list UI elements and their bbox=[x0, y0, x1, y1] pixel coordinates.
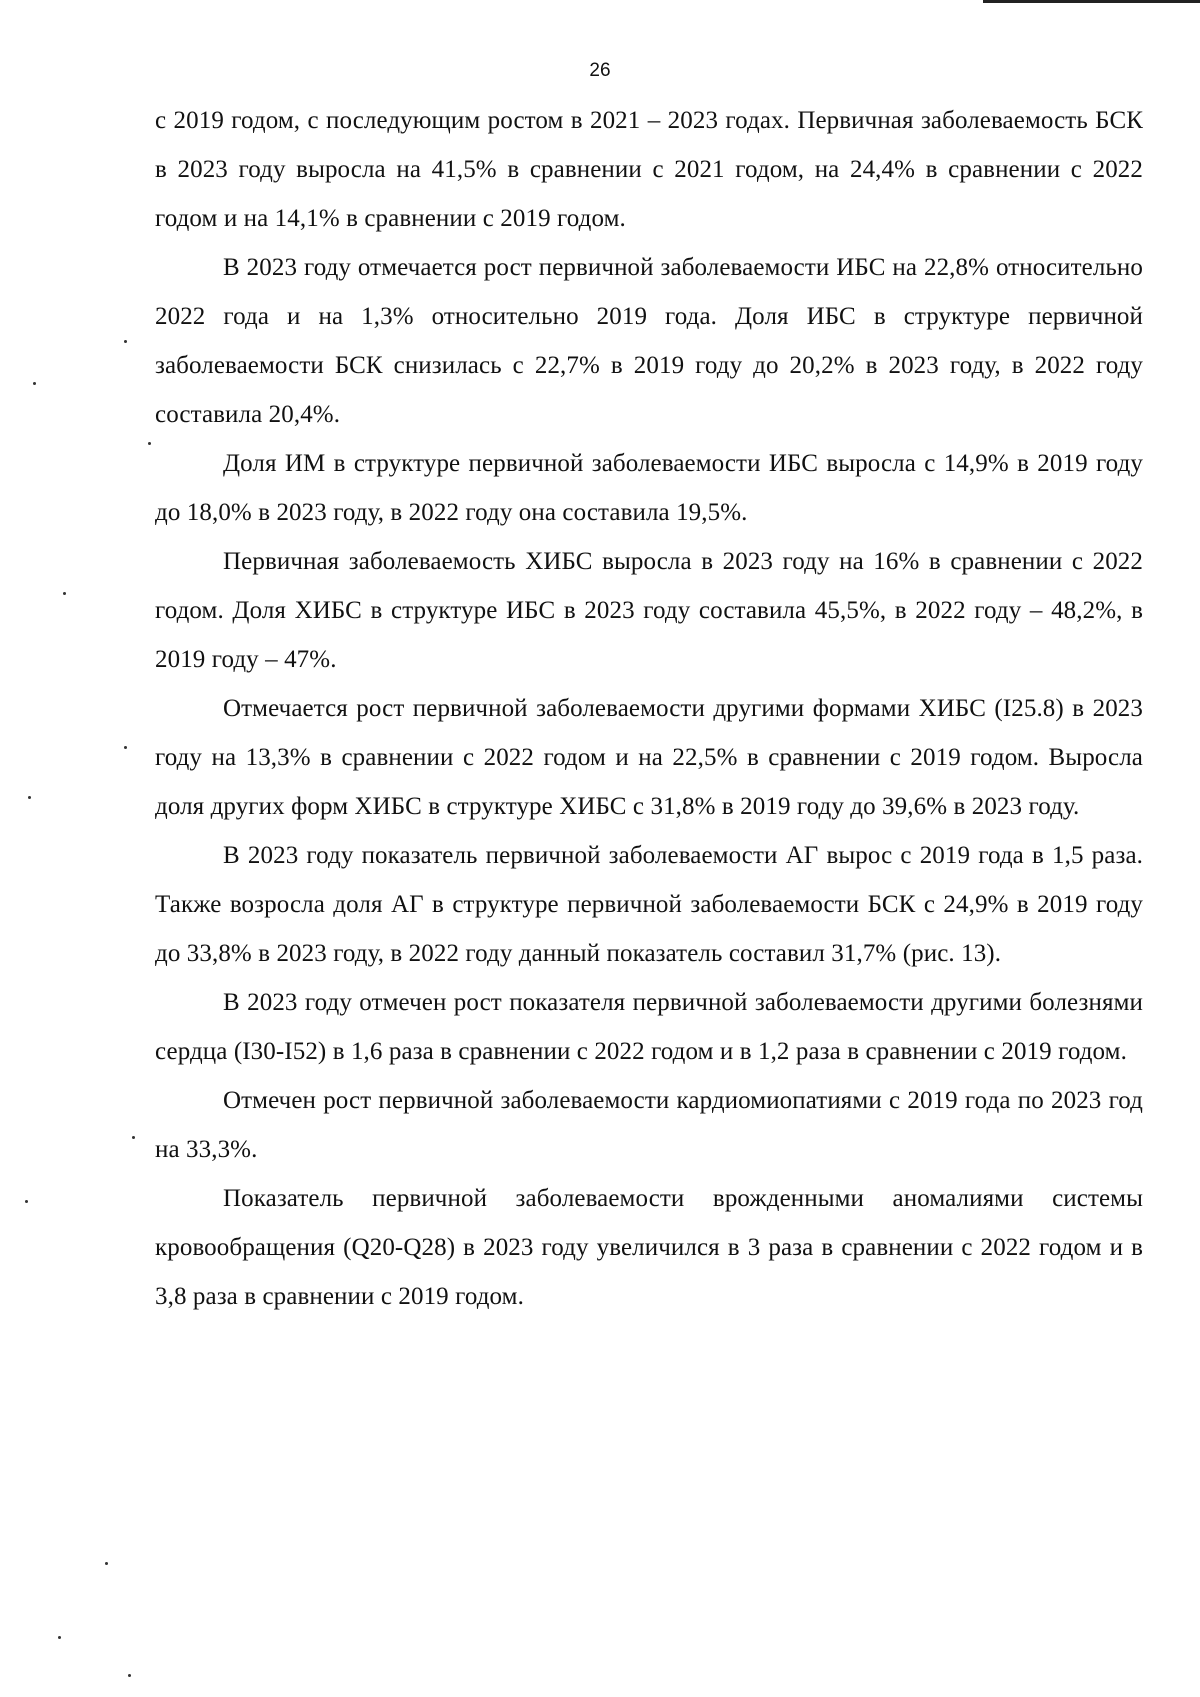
scan-speck bbox=[105, 1562, 108, 1565]
paragraph-bsk-incidence: с 2019 годом, с последующим ростом в 2021 – 2023 годах. Первичная заболеваемость БСК в 2023 году выросла на 41,5% в сравнении с 2021 годом, на 24,4% в сравнении с 2022 годом и на 14,1% в сравнении с 2019 годом. bbox=[155, 107, 1143, 232]
paragraph-ag-incidence: В 2023 году показатель первичной заболеваемости АГ вырос с 2019 года в 1,5 раза. Также возросла доля АГ в структуре первичной заболеваемости БСК с 24,9% в 2019 году до 33,8% в 2023 году, в 2022 году данный показатель составил 31,7% (рис. 13). bbox=[155, 842, 1143, 967]
paragraph-congenital-anomalies: Показатель первичной заболеваемости врожденными аномалиями системы кровообращения (Q20-Q28) в 2023 году увеличился в 3 раза в сравнении с 2022 годом и в 3,8 раза в сравнении с 2019 годом. bbox=[155, 1185, 1143, 1310]
top-edge-rule bbox=[983, 0, 1200, 3]
scan-speck bbox=[124, 340, 127, 343]
paragraph-other-hibs-forms: Отмечается рост первичной заболеваемости другими формами ХИБС (I25.8) в 2023 году на 13,3% в сравнении с 2022 годом и на 22,5% в сравнении с 2019 годом. Выросла доля других форм ХИБС в структуре ХИБС с 31,8% в 2019 году до 39,6% в 2023 году. bbox=[155, 695, 1143, 820]
page-number: 26 bbox=[589, 60, 611, 81]
scan-speck bbox=[25, 1200, 28, 1203]
paragraph-cardiomyopathies: Отмечен рост первичной заболеваемости кардиомиопатиями с 2019 года по 2023 год на 33,3%. bbox=[155, 1087, 1143, 1163]
scan-speck bbox=[33, 382, 36, 385]
paragraph-im-share: Доля ИМ в структуре первичной заболеваемости ИБС выросла с 14,9% в 2019 году до 18,0% в 2023 году, в 2022 году она составила 19,5%. bbox=[155, 450, 1143, 526]
scan-speck bbox=[128, 1674, 131, 1677]
paragraph-other-heart-diseases: В 2023 году отмечен рост показателя первичной заболеваемости другими болезнями сердца (I30-I52) в 1,6 раза в сравнении с 2022 годом и в 1,2 раза в сравнении с 2019 годом. bbox=[155, 989, 1143, 1065]
paragraph-hibs-incidence: Первичная заболеваемость ХИБС выросла в 2023 году на 16% в сравнении с 2022 годом. Доля ХИБС в структуре ИБС в 2023 году составила 45,5%, в 2022 году – 48,2%, в 2019 году – 47%. bbox=[155, 548, 1143, 673]
scan-speck bbox=[124, 746, 127, 749]
scan-speck bbox=[63, 592, 66, 595]
scan-speck bbox=[58, 1636, 61, 1639]
document-body bbox=[155, 96, 1143, 1321]
paragraph-ibs-incidence: В 2023 году отмечается рост первичной заболеваемости ИБС на 22,8% относительно 2022 года и на 1,3% относительно 2019 года. Доля ИБС в структуре первичной заболеваемости БСК снизилась с 22,7% в 2019 году до 20,2% в 2023 году, в 2022 году составила 20,4%. bbox=[155, 254, 1143, 428]
scan-speck bbox=[28, 796, 31, 799]
scan-speck bbox=[148, 442, 151, 445]
scan-speck bbox=[132, 1136, 135, 1139]
